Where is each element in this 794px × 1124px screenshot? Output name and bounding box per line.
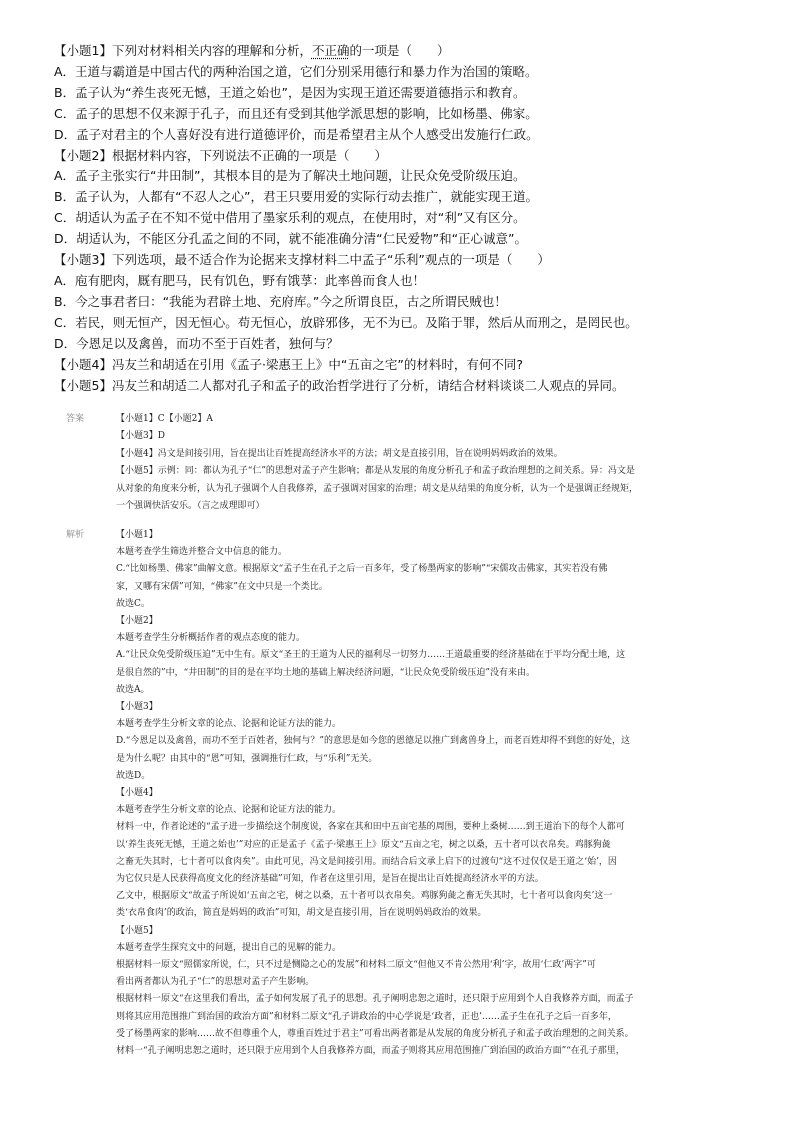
analysis-line: 以‘养生丧死无憾，王道之始也’”对应的正是孟子《孟子·梁惠王上》原文“五亩之宅，树之以桑，五十者可以衣帛矣。鸡豚狗彘 (116, 839, 611, 850)
question-line: D．胡适认为，不能区分孔孟之间的不同，就不能准确分清“仁民爱物”和“正心诚意”。 (54, 231, 528, 247)
question-line: C．孟子的思想不仅来源于孔子，而且还有受到其他学派思想的影响，比如杨墨、佛家。 (54, 105, 538, 121)
analysis-line: 【小题4】 (116, 788, 158, 799)
answer-section (66, 411, 766, 515)
analysis-line: 家，又哪有宋儒”可知，“佛家”在文中只是一个类比。 (116, 581, 328, 592)
emphasis-not-correct: 不正确 (311, 43, 350, 58)
question-line: A．庖有肥肉，厩有肥马，民有饥色，野有饿莩：此率兽而食人也！ (54, 272, 426, 288)
question-line: C．若民，则无恒产，因无恒心。苟无恒心，放辟邪侈，无不为已。及陷于罪，然后从而刑之，是罔民也。 (54, 314, 638, 330)
analysis-line: 材料一中，作者论述的“孟子进一步描绘这个制度说，各家在其和田中五亩宅基的周围，要种上桑树……到王道治下的每个人都可 (116, 822, 625, 833)
analysis-line: 【小题1】 (116, 530, 158, 540)
question-line: B．孟子认为“养生丧死无憾，王道之始也”，是因为实现王道还需要道德指示和教育。 (54, 84, 526, 100)
analysis-line: A.“让民众免受阶级压迫”无中生有。原文“圣王的王道为人民的福利尽一切努力……王道最重要的经济基础在于平均分配土地，这 (116, 650, 626, 661)
question-line: 【小题5】冯友兰和胡适二人都对孔子和孟子的政治哲学进行了分析，请结合材料谈谈二人观点的异同。 (54, 377, 625, 393)
analysis-line: 根据材料一原文“照儒家所说，仁，只不过是恻隐之心的发展”和材料二原文“但他又不肯公然用‘利’字，故用‘仁政’两字”可 (116, 960, 596, 971)
questions-block (54, 41, 754, 396)
question-line: A．王道与霸道是中国古代的两种治国之道，它们分别采用德行和暴力作为治国的策略。 (54, 63, 538, 79)
question-line: 【小题2】根据材料内容，下列说法不正确的一项是（ ） (54, 147, 387, 163)
question-1-stem: 【小题1】下列对材料相关内容的理解和分析，不正确的一项是（ ） (54, 43, 450, 58)
analysis-line: 本题考查学生筛选并整合文中信息的能力。 (116, 547, 288, 558)
answer-line: 一个强调快活安乐。（言之成理即可） (116, 501, 265, 512)
analysis-line: 则将其应用范围推广到治国的政治方面”和材料二原文“孔子讲政治的中心学说是‘政者，正也’……孟子生在孔子之后一百多年， (116, 1011, 617, 1022)
question-line: 【小题3】下列选项，最不适合作为论据来支撑材料二中孟子“乐利”观点的一项是（ ） (54, 252, 550, 268)
question-line: B．今之事君者曰：“我能为君辟土地、充府库。”今之所谓良臣，古之所谓民贼也！ (54, 293, 507, 309)
analysis-line: 本题考查学生分析概括作者的观点态度的能力。 (116, 633, 306, 644)
analysis-line: 是为什么呢？由其中的“恩”可知，强调推行仁政，与“乐利”无关。 (116, 753, 378, 764)
analysis-line: 本题考查学生分析文章的论点、论据和论证方法的能力。 (116, 719, 342, 730)
analysis-line: D.“今恩足以及禽兽，而功不至于百姓者，独何与？”的意思是如今您的恩德足以推广到禽兽身上，而老百姓却得不到您的好处，这 (116, 736, 630, 747)
analysis-line: 根据材料一原文“在这里我们看出，孟子如何发展了孔子的思想。孔子阐明忠恕之道时，还只限于应用到个人自我修养方面，而孟子 (116, 994, 634, 1005)
analysis-line: C.“比如杨墨、佛家”曲解文意。根据原文“孟子生在孔子之后一百多年，受了杨墨两家的影响”“宋儒攻击佛家，其实若没有佛 (116, 564, 608, 575)
answer-line: 【小题1】C【小题2】A (116, 414, 213, 424)
answer-line: 【小题5】示例：同：都认为孔子“仁”的思想对孟子产生影响；都是从发展的角度分析孔子和孟子政治理想的之间关系。异：冯文是 (116, 466, 635, 477)
question-line: D．孟子对君主的个人喜好没有进行道德评价，而是希望君主从个人感受出发施行仁政。 (54, 126, 539, 142)
analysis-section (66, 527, 766, 1060)
answer-line: 【小题4】冯文是间接引用，旨在提出让百姓提高经济水平的方法；胡文是直接引用，旨在说明妈妈政治的效果。 (116, 448, 563, 459)
analysis-line: 本题考查学生分析文章的论点、论据和论证方法的能力。 (116, 805, 342, 816)
analysis-line: 材料一“孔子阐明忠恕之道时，还只限于应用到个人自我修养方面，而孟子则将其应用范围推广到治国的政治方面”“在孔子那里， (116, 1046, 625, 1057)
analysis-line: 之畜无失其时，七十者可以食肉矣”。由此可见，冯文是间接引用。而结合后文承上启下的过渡句“这不过仅仅是王道之‘始’，因 (116, 856, 617, 867)
analysis-line: 类‘衣帛食肉’的政治，简直是妈妈的政治”可知，胡文是直接引用，旨在说明妈妈政治的效果。 (116, 908, 487, 919)
analysis-line: 受了杨墨两家的影响……故不但尊重个人，尊重百姓过于君主”可看出两者都是从发展的角度分析孔子和孟子政治理想的之间关系。 (116, 1028, 634, 1039)
analysis-line: 乙文中，根据原文“故孟子所说如‘五亩之宅，树之以桑，五十者可以衣帛矣。鸡豚狗彘之畜无失其时，七十者可以食肉矣’这一 (116, 891, 613, 902)
analysis-line: 为它仅只是人民获得高度文化的经济基础”可知，作者在这里引用，是旨在提出让百姓提高经济水平的方法。 (116, 874, 544, 885)
question-line: C．胡适认为孟子在不知不觉中借用了墨家乐利的观点，在使用时，对“利”又有区分。 (54, 210, 526, 226)
question-line: D．今恩足以及禽兽，而功不至于百姓者，独何与？ (54, 335, 339, 351)
analysis-line: 【小题2】 (116, 616, 158, 627)
analysis-tag: 解析 (66, 530, 85, 540)
answer-line: 从对象的角度来分析，认为孔子强调个人自我修养，孟子强调对国家的治理；胡文是从结果的角度分析，认为一个是强调正经规矩， (116, 483, 639, 494)
analysis-line: 【小题5】 (116, 925, 158, 936)
question-line: B．孟子认为，人都有“不忍人之心”，君王只要用爱的实际行动去推广，就能实现王道。 (54, 189, 539, 205)
analysis-line: 故选C。 (116, 598, 150, 609)
analysis-line: 看出两者都认为孔子“仁”的思想对孟子产生影响。 (116, 977, 315, 988)
answer-tag: 答案 (66, 414, 85, 424)
analysis-line: 是很自然的”中，“井田制”的目的是在平均土地的基础上解决经济问题，“让民众免受阶级压迫”没有来由。 (116, 667, 536, 678)
question-line: A．孟子主张实行“井田制”，其根本目的是为了解决土地问题，让民众免受阶级压迫。 (54, 168, 526, 184)
question-line: 【小题4】冯友兰和胡适在引用《孟子·梁惠王上》中“五亩之宅”的材料时，有何不同? (54, 356, 524, 372)
analysis-line: 故选D。 (116, 770, 151, 781)
analysis-line: 【小题3】 (116, 702, 158, 713)
analysis-line: 本题考查学生探究文中的问题，提出自己的见解的能力。 (116, 942, 342, 953)
analysis-line: 故选A。 (116, 684, 150, 695)
answer-line: 【小题3】D (116, 431, 165, 442)
